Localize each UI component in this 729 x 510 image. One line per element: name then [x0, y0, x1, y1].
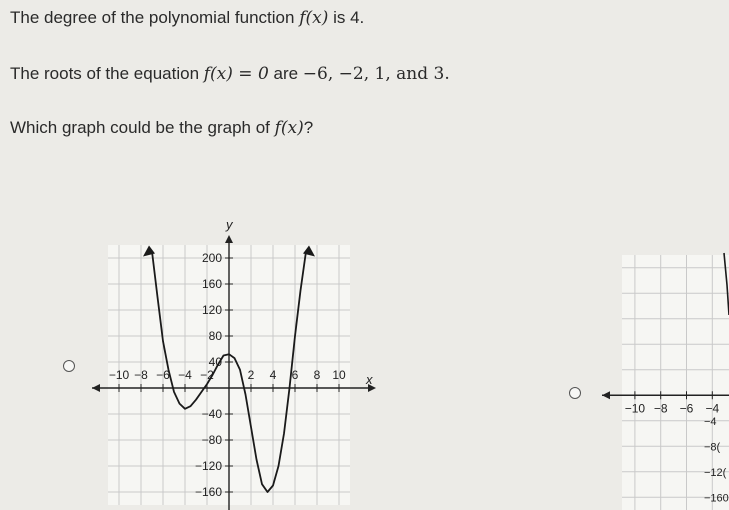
y-tick-label: −8( [704, 441, 721, 454]
y-tick-label: −12( [704, 466, 727, 479]
question-line-3 [10, 118, 313, 138]
x-axis-label: x [366, 372, 373, 387]
x-tick-label: −8 [653, 401, 668, 416]
y-tick-label: −160 [194, 485, 222, 499]
x-tick-label: −6 [156, 368, 170, 382]
x-tick-label: −4 [178, 368, 192, 382]
degree-text-end: is 4. [328, 8, 365, 27]
x-tick-label: 4 [269, 368, 277, 382]
option-b-radio[interactable] [569, 387, 581, 399]
x-axis-arrow-left [92, 384, 100, 392]
y-tick-label: −120 [194, 459, 222, 473]
prompt-text-end: ? [303, 118, 314, 137]
y-tick-label: 120 [201, 303, 222, 317]
x-tick-label: −4 [705, 401, 720, 416]
x-axis-arrow-left [602, 391, 610, 399]
y-tick-label: 80 [208, 329, 222, 343]
prompt-text: Which graph could be the graph of [10, 118, 275, 137]
x-tick-label: −10 [624, 401, 646, 416]
roots-values: −6, −2, 1, and 3. [302, 64, 450, 84]
x-tick-label: 10 [332, 368, 346, 382]
y-tick-label: 160 [201, 277, 222, 291]
option-a-radio[interactable] [63, 360, 75, 372]
function-symbol: f(x) [299, 8, 329, 28]
x-tick-label: −10 [108, 368, 130, 382]
y-tick-label: 200 [201, 251, 222, 265]
y-tick-label: 40 [208, 355, 222, 369]
y-tick-label: −80 [201, 433, 222, 447]
x-tick-label: 2 [247, 368, 255, 382]
y-tick-label: −160 [704, 492, 729, 505]
y-axis-label: y [226, 217, 233, 232]
x-tick-label: 6 [291, 368, 299, 382]
roots-are-text: are [268, 64, 303, 83]
question-line-2 [10, 64, 450, 84]
x-tick-label: −8 [134, 368, 148, 382]
graph-option-a[interactable] [88, 215, 378, 510]
y-tick-label: −40 [201, 407, 222, 421]
x-tick-label: −6 [679, 401, 694, 416]
equation: f(x) = 0 [203, 64, 269, 84]
question-line-1 [10, 8, 364, 28]
x-tick-label: 8 [313, 368, 321, 382]
y-axis-arrow [225, 235, 233, 243]
function-symbol-2: f(x) [274, 118, 304, 138]
graph-option-b[interactable] [600, 245, 729, 510]
degree-text: The degree of the polynomial function [10, 8, 300, 27]
x-tick-label: −2 [200, 368, 214, 382]
roots-text: The roots of the equation [10, 64, 204, 83]
y-tick-label: −4 [704, 415, 717, 428]
